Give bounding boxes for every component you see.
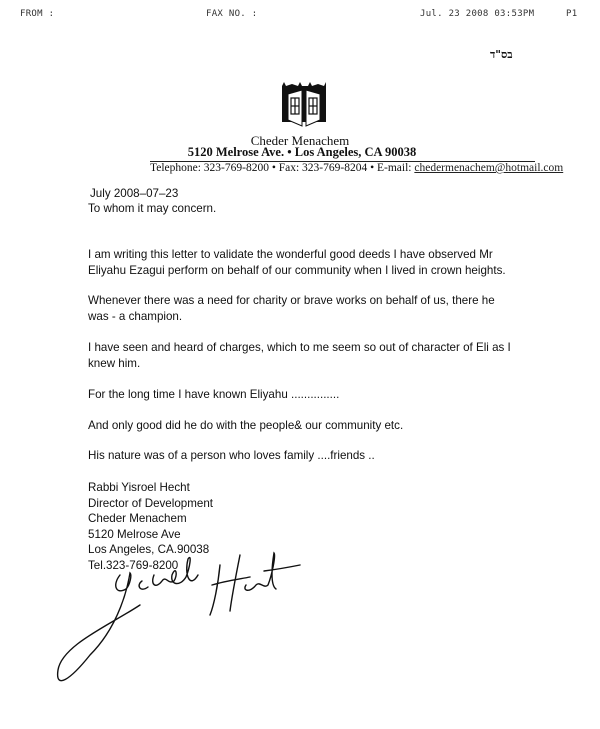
signer-name: Rabbi Yisroel Hecht [88,481,190,494]
signer-organization: Cheder Menachem [88,512,187,525]
contact-phone-fax: Telephone: 323-769-8200 • Fax: 323-769-8204 • E-mail: [150,162,415,174]
signer-city: Los Angeles, CA.90038 [88,543,210,556]
school-logo-icon [280,82,328,128]
paragraph-1 [88,247,506,278]
paragraph-line: Eliyahu Ezagui perform on behalf of our community when I lived in crown heights. [88,263,506,277]
fax-number: FAX NO. : [206,9,258,19]
paragraph-line: I have seen and heard of charges, which to me seem so out of character of Eli as I [88,341,511,354]
signer-title: Director of Development [88,496,214,510]
paragraph-line: knew him. [88,356,141,370]
organization-address: 5120 Melrose Ave. • Los Angeles, CA 90038 [187,145,417,159]
paragraph-5: And only good did he do with the people& our community etc. [88,419,404,432]
paragraph-6: His nature was of a person who loves family ....friends .. [88,449,375,462]
paragraph-3 [88,340,511,371]
handwritten-signature [50,545,330,695]
signer-phone: Tel.323-769-8200 [88,558,179,572]
letter-salutation: To whom it may concern. [88,202,217,215]
paragraph-line: I am writing this letter to validate the wonderful good deeds I have observed Mr [88,248,493,261]
fax-from: FROM : [20,9,55,19]
paragraph-line: was - a champion. [88,309,183,323]
fax-timestamp: Jul. 23 2008 03:53PM [420,9,535,19]
contact-line [150,162,563,174]
paragraph-line: Whenever there was a need for charity or brave works on behalf of us, there he [88,294,495,307]
hebrew-mark: בס"ד [490,48,513,61]
paragraph-2 [88,293,495,324]
paragraph-4: For the long time I have known Eliyahu ............... [88,388,340,401]
signer-street: 5120 Melrose Ave [88,527,181,541]
letter-date: July 2008–07–23 [90,187,179,200]
contact-email: chedermenachem@hotmail.com [414,162,564,174]
fax-page: P1 [566,9,578,19]
organization-name: Cheder Menachem [250,133,350,148]
